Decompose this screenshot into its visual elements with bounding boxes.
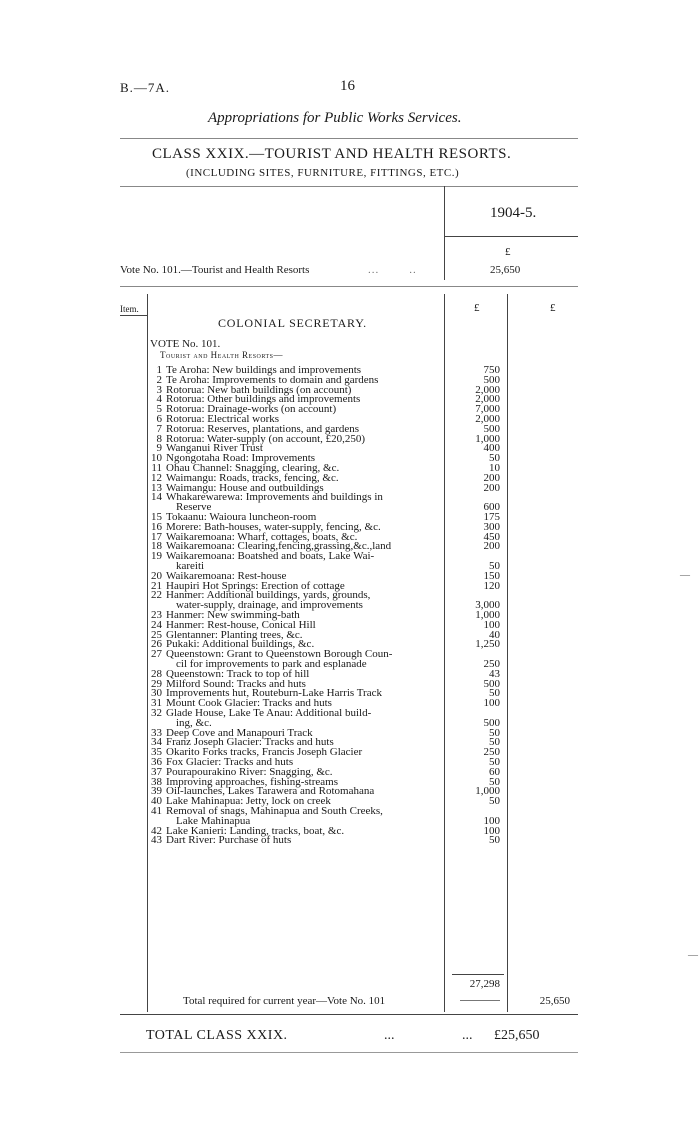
item-number: 21	[151, 579, 162, 592]
header-rule	[120, 138, 578, 139]
summary-divider	[444, 186, 445, 280]
grand-total-label: TOTAL CLASS XXIX.	[146, 1028, 288, 1043]
item-description: Waikaremoana: Rest-house	[166, 569, 287, 582]
item-header-rule	[120, 315, 148, 316]
item-description: Waikaremoana: Clearing,fencing,grassing,&c.,land	[166, 540, 392, 553]
item-amount: 50	[489, 452, 500, 465]
item-amount: 200	[483, 481, 500, 494]
item-amount: 7,000	[475, 403, 500, 416]
item-number: 18	[151, 540, 162, 553]
item-amount: 400	[483, 442, 500, 455]
item-amount: 40	[489, 628, 500, 641]
margin-mark: —	[680, 570, 690, 581]
item-amount: 10	[489, 462, 500, 474]
item-amount: 100	[483, 824, 500, 837]
class-title: CLASS XXIX.—TOURIST AND HEALTH RESORTS.	[152, 146, 512, 162]
item-description: kareiti	[176, 560, 205, 572]
item-amount: 175	[483, 511, 500, 523]
item-amount: 250	[483, 746, 500, 759]
item-amount: 100	[483, 618, 500, 631]
item-number: 2	[156, 373, 162, 386]
item-description: Queenstown: Track to top of hill	[166, 667, 310, 680]
amount-col-left-divider	[444, 294, 445, 1012]
year-rule	[444, 236, 578, 237]
item-number: 32	[151, 707, 162, 719]
item-number: 8	[156, 432, 162, 445]
item-amount: 2,000	[475, 413, 500, 425]
item-amount: 150	[483, 569, 500, 582]
item-description: Pourapourakino River: Snagging, &c.	[166, 765, 333, 778]
item-description: Dart River: Purchase of huts	[166, 834, 292, 847]
subtotal-rule	[452, 974, 504, 975]
item-amount: 500	[483, 677, 500, 690]
item-description: Queenstown: Grant to Queenstown Borough Coun-	[166, 648, 393, 661]
item-description: Rotorua: Water-supply (on account, £20,250)	[166, 432, 366, 445]
total-rule	[460, 1000, 500, 1001]
item-amount: 50	[489, 736, 500, 749]
item-description: cil for improvements to park and esplanade	[176, 658, 367, 670]
item-number: 3	[156, 383, 162, 396]
item-description: Haupiri Hot Springs: Erection of cottage	[166, 579, 345, 592]
item-amount: 1,000	[475, 609, 500, 621]
item-amount: 50	[489, 726, 500, 739]
item-number: 6	[156, 413, 162, 425]
year-heading: 1904-5.	[490, 205, 537, 221]
item-number: 19	[151, 550, 162, 563]
item-number: 16	[151, 520, 162, 533]
item-description: Franz Joseph Glacier: Tracks and huts	[166, 736, 334, 749]
item-description: Improving approaches, fishing-streams	[166, 775, 338, 788]
item-amount: 120	[483, 579, 500, 592]
item-description: Rotorua: Drainage-works (on account)	[166, 403, 337, 416]
total-label: Total required for current year—Vote No. 101	[183, 995, 386, 1007]
table-bottom-rule	[120, 1014, 578, 1015]
item-description: Ngongotaha Road: Improvements	[166, 452, 316, 465]
bottom-rule	[120, 1052, 578, 1053]
item-amount: 2,000	[475, 393, 500, 406]
item-number: 14	[151, 491, 162, 504]
amount-col-mid-divider	[507, 294, 508, 1012]
item-amount: 1,000	[475, 432, 500, 445]
item-number: 35	[151, 746, 162, 759]
grand-total-amount: £25,650	[494, 1028, 540, 1043]
item-number: 36	[151, 756, 162, 768]
item-amount: 200	[483, 471, 500, 484]
item-description: Fox Glacier: Tracks and huts	[166, 756, 294, 768]
item-number: 23	[151, 609, 162, 621]
item-description: Okarito Forks tracks, Francis Joseph Glacier	[166, 746, 363, 759]
item-description: Ohau Channel: Snagging, clearing, &c.	[166, 462, 340, 474]
department-heading: COLONIAL SECRETARY.	[218, 316, 367, 330]
item-number: 31	[151, 697, 162, 710]
summary-label: Vote No. 101.—Tourist and Health Resorts	[120, 264, 310, 276]
item-number: 7	[156, 422, 162, 435]
item-description: Hanmer: Rest-house, Conical Hill	[166, 618, 316, 631]
item-amount: 1,250	[475, 638, 500, 651]
item-number: 40	[151, 795, 162, 808]
item-amount: 60	[489, 765, 500, 778]
total-amount: 25,650	[539, 995, 570, 1007]
item-description: Te Aroha: New buildings and improvements	[166, 364, 362, 376]
item-amount: 500	[483, 422, 500, 435]
grand-total-dots: ...	[384, 1028, 395, 1043]
item-number: 39	[151, 785, 162, 798]
item-number: 20	[151, 569, 162, 582]
item-number: 22	[151, 589, 162, 602]
item-description: ing, &c.	[176, 716, 212, 729]
item-amount: 250	[483, 658, 500, 670]
item-number: 24	[151, 618, 162, 631]
item-number: 11	[151, 462, 162, 474]
summary-amount: 25,650	[490, 264, 521, 276]
item-description: Te Aroha: Improvements to domain and gardens	[166, 373, 379, 386]
item-description: Oil-launches, Lakes Tarawera and Rotomahana	[166, 785, 375, 798]
item-description: Morere: Bath-houses, water-supply, fencing, &c.	[166, 520, 381, 533]
item-description: Rotorua: New bath buildings (on account)	[166, 383, 352, 396]
item-description: Tokaanu: Waioura luncheon-room	[166, 511, 317, 523]
item-amount: 50	[489, 560, 500, 572]
item-amount: 50	[489, 756, 500, 768]
item-number: 29	[151, 677, 162, 690]
vote-heading: VOTE No. 101.	[150, 338, 221, 350]
item-number: 33	[151, 726, 162, 739]
item-amount: 300	[483, 520, 500, 533]
item-description: Lake Kanieri: Landing, tracks, boat, &c.	[166, 824, 345, 837]
item-amount: 750	[483, 364, 500, 376]
item-number: 17	[151, 530, 162, 543]
item-number: 41	[151, 805, 162, 817]
item-amount: 3,000	[475, 599, 500, 612]
item-description: Improvements hut, Routeburn-Lake Harris Track	[166, 687, 382, 700]
item-number: 5	[156, 403, 162, 416]
item-description: Waikaremoana: Boatshed and boats, Lake Wai-	[166, 550, 375, 563]
group-heading: Tourist and Health Resorts—	[160, 350, 284, 360]
item-description: Hanmer: Additional buildings, yards, grounds,	[166, 589, 371, 602]
item-description: Deep Cove and Manapouri Track	[166, 726, 313, 739]
summary-currency: £	[505, 246, 511, 258]
currency-col1: £	[474, 302, 480, 314]
item-number: 37	[151, 765, 162, 778]
item-number: 12	[151, 471, 162, 484]
item-number: 25	[151, 628, 162, 641]
item-description: Rotorua: Other buildings and improvements	[166, 393, 361, 406]
item-amount: 500	[483, 373, 500, 386]
item-description: Glade House, Lake Te Anau: Additional build-	[166, 707, 372, 719]
item-amount: 450	[483, 530, 500, 543]
item-amount: 600	[483, 501, 500, 514]
class-subtitle: (INCLUDING SITES, FURNITURE, FITTINGS, ETC.)	[186, 167, 460, 179]
grand-total-dots-right: ...	[462, 1028, 473, 1043]
item-description: Hanmer: New swimming-bath	[166, 609, 300, 621]
item-number: 38	[151, 775, 162, 788]
item-description: Lake Mahinapua: Jetty, lock on creek	[166, 795, 331, 808]
item-amount: 1,000	[475, 785, 500, 798]
summary-dots: ... ..	[368, 264, 417, 276]
item-description: Mount Cook Glacier: Tracks and huts	[166, 697, 332, 710]
item-description: Pukaki: Additional buildings, &c.	[166, 638, 315, 651]
item-amount: 50	[489, 834, 500, 847]
item-description: Whakarewarewa: Improvements and buildings in	[166, 491, 383, 504]
item-amount: 50	[489, 775, 500, 788]
item-amount: 500	[483, 716, 500, 729]
item-amount: 50	[489, 795, 500, 808]
item-number: 13	[151, 481, 162, 494]
item-description: Lake Mahinapua	[176, 814, 251, 827]
item-number: 43	[151, 834, 162, 847]
item-number: 30	[151, 687, 162, 700]
item-description: Rotorua: Electrical works	[166, 413, 280, 425]
item-number: 15	[151, 511, 162, 523]
item-column-header: Item.	[120, 304, 139, 314]
item-description: Glentanner: Planting trees, &c.	[166, 628, 303, 641]
item-amount: 200	[483, 540, 500, 553]
item-description: Waikaremoana: Wharf, cottages, boats, &c.	[166, 530, 358, 543]
currency-col2: £	[550, 302, 556, 314]
item-description: Reserve	[176, 501, 212, 514]
item-number: 28	[151, 667, 162, 680]
item-number: 1	[156, 364, 162, 376]
item-amount: 100	[483, 814, 500, 827]
subtotal-amount: 27,298	[469, 978, 500, 990]
item-amount: 43	[489, 667, 500, 680]
summary-bottom-rule	[120, 286, 578, 287]
item-number: 9	[156, 442, 162, 455]
page-number: 16	[340, 78, 355, 94]
item-number: 10	[151, 452, 162, 465]
item-number: 42	[151, 824, 162, 837]
item-number: 27	[151, 648, 162, 661]
item-description: water-supply, drainage, and improvements	[176, 599, 363, 612]
item-description: Waimangu: Roads, tracks, fencing, &c.	[166, 471, 339, 484]
item-amount: 50	[489, 687, 500, 700]
item-amount: 2,000	[475, 383, 500, 396]
margin-mark: —	[688, 950, 698, 961]
item-description: Waimangu: House and outbuildings	[166, 481, 324, 494]
item-description: Rotorua: Reserves, plantations, and gardens	[166, 422, 360, 435]
item-number: 26	[151, 638, 162, 651]
page-reference: B.—7A.	[120, 80, 171, 95]
subtitle-rule	[120, 186, 578, 187]
item-description: Milford Sound: Tracks and huts	[166, 677, 306, 690]
item-amount: 100	[483, 697, 500, 710]
item-number: 4	[156, 393, 162, 406]
item-description: Removal of snags, Mahinapua and South Creeks,	[166, 805, 383, 817]
running-title: Appropriations for Public Works Services.	[208, 110, 462, 126]
item-description: Wanganui River Trust	[166, 442, 263, 455]
item-number: 34	[151, 736, 162, 749]
